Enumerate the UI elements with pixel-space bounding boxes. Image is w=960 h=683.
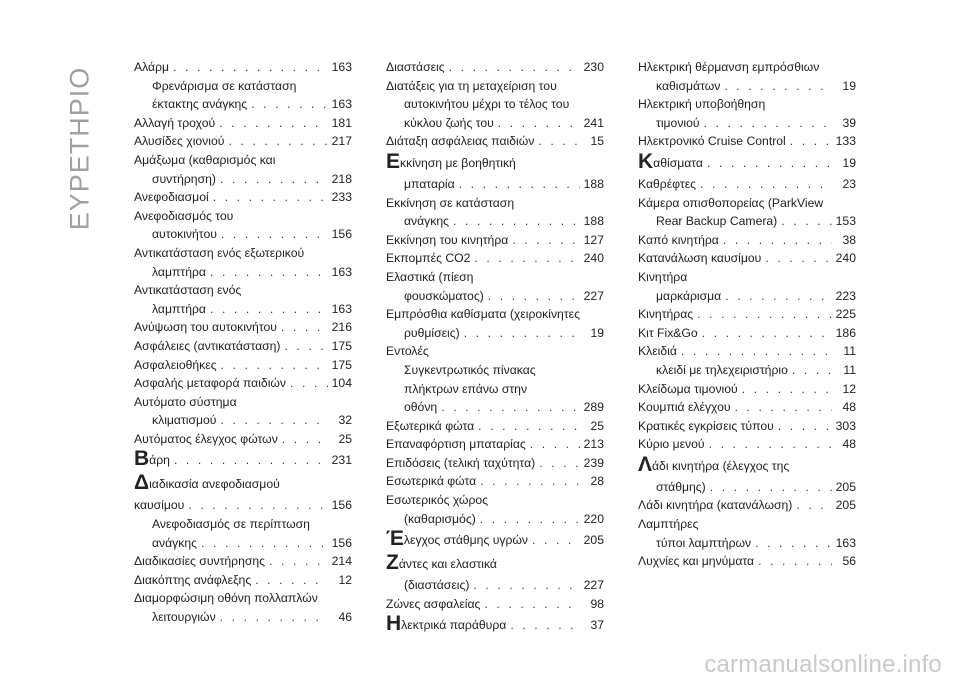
page-number: 227	[583, 288, 604, 303]
leader-dots	[251, 95, 327, 114]
page-number: 153	[835, 214, 856, 229]
entry-text: Καθρέφτες	[638, 176, 697, 191]
page-number: 186	[835, 325, 856, 340]
entry-text: στάθμης)	[656, 479, 706, 494]
page-number: 127	[583, 232, 604, 247]
watermark: carmanualsonline.info	[704, 651, 942, 678]
leader-dots	[530, 435, 580, 454]
entry-text: τιμονιού	[656, 115, 700, 130]
leader-dots	[697, 305, 832, 324]
index-entry	[134, 374, 352, 393]
page-number: 241	[583, 115, 604, 130]
leader-dots	[441, 398, 579, 417]
leader-dots	[758, 552, 832, 571]
section-initial-letter: Κ	[638, 149, 654, 173]
entry-text-rest: άντες και ελαστικά	[398, 557, 497, 572]
page-number: 214	[331, 554, 352, 569]
index-entry	[638, 515, 856, 534]
entry-text: έκτακτης ανάγκης	[152, 97, 248, 112]
leader-dots	[221, 356, 328, 375]
entry-text: λειτουργιών	[152, 610, 216, 625]
page-number: 11	[843, 362, 856, 377]
index-entry	[638, 268, 856, 287]
page-number: 227	[583, 578, 604, 593]
entry-text: Επαναφόρτιση μπαταρίας	[386, 437, 526, 452]
leader-dots	[709, 435, 832, 454]
page-number: 213	[583, 437, 604, 452]
entry-text: ανάγκης	[152, 535, 198, 550]
leader-dots	[188, 496, 327, 515]
entry-text-rest: λεγχος στάθμης υγρών	[403, 533, 528, 548]
entry-text: Εντολές	[386, 344, 429, 359]
page-number: 39	[842, 115, 856, 130]
entry-text: Λαμπτήρες	[638, 517, 699, 532]
page-number: 15	[590, 134, 604, 149]
entry-text: μπαταρία	[404, 176, 455, 191]
entry-text: Αυτόματο σύστημα	[134, 394, 237, 409]
entry-text: μαρκάρισμα	[656, 288, 722, 303]
section-initial-letter: Λ	[638, 452, 653, 476]
leader-dots	[220, 411, 328, 430]
page-number: 156	[331, 535, 352, 550]
section-initial-letter: Δ	[134, 471, 150, 495]
page-number: 46	[338, 610, 352, 625]
entry-text: Ασφαλής μεταφορά παιδιών	[134, 376, 287, 391]
entry-text: Εσωτερικός χώρος	[386, 493, 489, 508]
index-entry	[386, 435, 604, 454]
leader-dots	[210, 300, 328, 319]
leader-dots	[792, 361, 832, 380]
index-side-title-text: ΕΥΡΕΤΗΡΙΟ	[64, 66, 95, 230]
index-entry	[386, 249, 604, 268]
index-entry	[134, 430, 352, 449]
page-number: 223	[835, 288, 856, 303]
page-number: 217	[331, 134, 352, 149]
index-entry	[386, 472, 604, 491]
index-entry	[638, 231, 856, 250]
leader-dots	[707, 151, 832, 175]
index-entry	[386, 194, 604, 231]
index-entry	[386, 595, 604, 614]
section-initial-letter: Ζ	[386, 551, 399, 575]
entry-text: Επιδόσεις (τελική ταχύτητα)	[386, 455, 536, 470]
section-initial-letter: Ε	[386, 149, 401, 173]
index-entry	[134, 151, 352, 188]
section-initial-letter: Έ	[386, 527, 404, 551]
entry-text: Κλείδωμα τιμονιού	[638, 381, 738, 396]
entry-text: Ηλεκτρονικό Cruise Control	[638, 134, 786, 149]
entry-text: Κρατικές εγκρίσεις τύπου	[638, 418, 774, 433]
page-number: 19	[842, 78, 856, 93]
entry-text: Ασφάλειες (αντικατάσταση)	[134, 338, 281, 353]
leader-dots	[281, 318, 328, 337]
index-entry	[638, 287, 856, 306]
page-number: 205	[835, 479, 856, 494]
leader-dots	[173, 58, 328, 77]
entry-text: Συγκεντρωτικός πίνακας	[404, 362, 536, 377]
index-entry	[386, 613, 604, 637]
entry-text	[638, 151, 703, 175]
index-entry	[134, 589, 352, 626]
entry-text: Καπό κινητήρα	[638, 232, 719, 247]
index-entry	[134, 318, 352, 337]
entry-text: (καθαρισμός)	[404, 511, 476, 526]
index-entry	[638, 194, 856, 231]
entry-text-rest: άρη	[149, 453, 170, 468]
index-entry	[134, 114, 352, 133]
entry-text: Αυτόματος έλεγχος φώτων	[134, 431, 278, 446]
entry-text	[386, 528, 528, 552]
page-number: 181	[331, 115, 352, 130]
index-entry	[638, 132, 856, 151]
leader-dots	[213, 188, 328, 207]
leader-dots	[221, 225, 328, 244]
entry-text: Διαμορφώσιμη οθόνη πολλαπλών	[134, 591, 318, 606]
index-entry	[638, 552, 856, 571]
leader-dots	[539, 454, 579, 473]
leader-dots	[464, 324, 580, 343]
leader-dots	[282, 430, 328, 449]
entry-text: Κιτ Fix&Go	[638, 325, 698, 340]
page-number: 225	[835, 307, 856, 322]
page-number: 303	[835, 418, 856, 433]
entry-text-rest: αθίσματα	[653, 155, 703, 170]
index-entry	[386, 305, 604, 342]
entry-text: Διάταξη ασφάλειας παιδιών	[386, 134, 535, 149]
page-number: 240	[583, 251, 604, 266]
index-entry	[386, 268, 604, 305]
index-entry	[638, 324, 856, 343]
page-number: 205	[835, 498, 856, 513]
entry-text-rest: λεκτρικά παράθυρα	[401, 618, 507, 633]
entry-text: οθόνη	[404, 400, 438, 415]
page-number: 175	[331, 338, 352, 353]
index-entry	[386, 454, 604, 473]
index-entry	[134, 244, 352, 281]
leader-dots	[512, 231, 579, 250]
entry-text	[386, 151, 516, 175]
entry-text	[134, 472, 280, 496]
entry-text: αυτοκινήτου	[152, 227, 217, 242]
page-number: 188	[583, 214, 604, 229]
index-entry	[134, 472, 352, 515]
entry-text: Ανύψωση του αυτοκινήτου	[134, 320, 277, 335]
leader-dots	[473, 576, 579, 595]
leader-dots	[220, 170, 328, 189]
index-entry	[638, 534, 856, 553]
index-entry	[134, 393, 352, 430]
entry-text: κλειδί με τηλεχειριστήριο	[656, 362, 788, 377]
leader-dots	[498, 114, 580, 133]
page-number: 220	[583, 511, 604, 526]
entry-text: Κύριο μενού	[638, 437, 705, 452]
leader-dots	[210, 263, 328, 282]
index-entry	[386, 231, 604, 250]
index-entry	[638, 58, 856, 95]
index-entry	[386, 342, 604, 361]
leader-dots	[484, 595, 580, 614]
index-entry	[638, 454, 856, 497]
leader-dots	[702, 324, 832, 343]
leader-dots	[538, 132, 580, 151]
leader-dots	[285, 337, 328, 356]
page-number: 38	[842, 232, 856, 247]
index-entry	[386, 132, 604, 151]
entry-text	[134, 448, 170, 472]
index-entry	[134, 281, 352, 318]
index-entry	[386, 491, 604, 528]
entry-text: Ηλεκτρική θέρμανση εμπρόσθιων	[638, 60, 820, 74]
entry-text: συντήρηση)	[152, 171, 216, 186]
page-number: 233	[331, 190, 352, 205]
entry-text-rest: κκίνηση με βοηθητική	[400, 155, 516, 170]
leader-dots	[269, 552, 328, 571]
page-number: 163	[331, 264, 352, 279]
entry-text: Ζώνες ασφαλείας	[386, 596, 481, 611]
entry-text-rest: άδι κινητήρα (έλεγχος της	[652, 458, 790, 473]
index-entry	[638, 496, 856, 515]
entry-text: Εσωτερικά φώτα	[386, 474, 477, 489]
leader-dots	[480, 472, 580, 491]
index-entry	[134, 132, 352, 151]
entry-text	[386, 552, 497, 576]
index-entry	[638, 380, 856, 399]
section-initial-letter: Β	[134, 447, 150, 471]
leader-dots	[228, 132, 327, 151]
index-entry	[134, 188, 352, 207]
entry-text: Διαστάσεις	[386, 60, 445, 74]
index-entry	[386, 77, 604, 133]
index-side-title	[60, 48, 100, 248]
leader-dots	[778, 417, 832, 436]
page-number: 163	[331, 60, 352, 74]
entry-text: Αλλαγή τροχού	[134, 115, 216, 130]
page-number: 216	[331, 320, 352, 335]
leader-dots	[710, 478, 832, 497]
entry-text: πλήκτρων επάνω στην	[404, 381, 528, 396]
entry-text: τύποι λαμπτήρων	[656, 535, 752, 550]
leader-dots	[781, 212, 831, 231]
index-entry	[638, 398, 856, 417]
index-entry	[386, 552, 604, 595]
index-entry	[638, 417, 856, 436]
page-number: 188	[583, 176, 604, 191]
entry-text: Εκπομπές CO2	[386, 251, 471, 266]
leader-dots	[796, 496, 831, 515]
leader-dots	[474, 249, 579, 268]
entry-text: Ελαστικά (πίεση	[386, 269, 474, 284]
leader-dots	[755, 534, 832, 553]
index-entry	[386, 151, 604, 194]
page-number: 19	[842, 155, 856, 170]
entry-text-rest: ιαδικασία ανεφοδιασμού	[149, 477, 280, 492]
page-number: 156	[331, 498, 352, 513]
entry-text	[386, 613, 506, 637]
leader-dots	[449, 58, 580, 77]
entry-text: Εκκίνηση σε κατάσταση	[386, 195, 515, 210]
page-number: 231	[331, 453, 352, 468]
index-entry	[638, 342, 856, 361]
page-number: 19	[590, 325, 604, 340]
entry-text: Ασφαλειοθήκες	[134, 357, 217, 372]
entry-text: καυσίμου	[134, 498, 185, 513]
entry-text	[638, 454, 789, 478]
index-entry	[134, 571, 352, 590]
entry-text: Λάδι κινητήρα (κατανάλωση)	[638, 498, 793, 513]
entry-text: ρυθμίσεις)	[404, 325, 460, 340]
entry-text: Κινητήρας	[638, 307, 694, 322]
leader-dots	[723, 231, 832, 250]
entry-text: κλιματισμού	[152, 413, 217, 428]
entry-text: Διατάξεις για τη μεταχείριση του	[386, 78, 557, 93]
entry-text: Φρενάρισμα σε κατάσταση	[152, 78, 297, 93]
leader-dots	[174, 448, 328, 472]
page-number: 156	[331, 227, 352, 242]
entry-text: Λυχνίες και μηνύματα	[638, 554, 755, 569]
page-number: 32	[338, 413, 352, 428]
page-number: 25	[590, 418, 604, 433]
page-number: 133	[835, 134, 856, 149]
entry-text: Αλυσίδες χιονιού	[134, 134, 225, 149]
page-number: 205	[583, 533, 604, 548]
entry-text: Κάμερα οπισθοπορείας (ParkView	[638, 195, 824, 210]
page-number: 163	[331, 301, 352, 316]
entry-text: Κλειδιά	[638, 344, 677, 359]
index-entry	[638, 435, 856, 454]
leader-dots	[725, 287, 831, 306]
entry-text: Διαδικασίες συντήρησης	[134, 554, 266, 569]
page-number: 48	[842, 400, 856, 415]
leader-dots	[700, 175, 832, 194]
index-entry	[638, 175, 856, 194]
leader-dots	[790, 132, 832, 151]
leader-dots	[459, 175, 580, 194]
entry-text: φουσκώματος)	[404, 288, 484, 303]
page-number: 37	[590, 618, 604, 633]
index-entry	[638, 361, 856, 380]
page-number: 104	[331, 376, 352, 391]
page-number: 11	[843, 344, 856, 359]
entry-text: Ηλεκτρική υποβοήθηση	[638, 97, 766, 112]
entry-text: Rear Backup Camera)	[656, 214, 778, 229]
leader-dots	[453, 212, 580, 231]
section-initial-letter: Η	[386, 612, 402, 636]
entry-text: Αντικατάσταση ενός εξωτερικού	[134, 245, 305, 260]
entry-text: Εξωτερικά φώτα	[386, 418, 475, 433]
leader-dots	[742, 380, 832, 399]
page-number: 23	[842, 176, 856, 191]
leader-dots	[478, 417, 580, 436]
entry-text: Κινητήρα	[638, 269, 688, 284]
entry-text: λαμπτήρα	[152, 264, 206, 279]
leader-dots	[201, 534, 328, 553]
index-entry	[386, 528, 604, 552]
entry-text: αυτοκινήτου μέχρι το τέλος του	[404, 97, 570, 112]
page-number: 175	[331, 357, 352, 372]
entry-text: Αντικατάσταση ενός	[134, 283, 242, 298]
page-number: 28	[590, 474, 604, 489]
leader-dots	[765, 249, 831, 268]
leader-dots	[488, 287, 580, 306]
index-entry	[134, 337, 352, 356]
leader-dots	[290, 374, 328, 393]
index-entry	[386, 417, 604, 436]
leader-dots	[735, 398, 832, 417]
leader-dots	[255, 571, 328, 590]
page-number: 12	[842, 381, 856, 396]
page-number: 12	[338, 572, 352, 587]
page-number: 289	[583, 400, 604, 415]
entry-text: Εκκίνηση του κινητήρα	[386, 232, 509, 247]
page-number: 163	[331, 97, 352, 112]
entry-text: Ανεφοδιασμός του	[134, 208, 234, 223]
index-entry	[134, 207, 352, 244]
page-number: 240	[835, 251, 856, 266]
index-entry	[134, 58, 352, 77]
index-column-1	[134, 58, 352, 627]
entry-text: (διαστάσεις)	[404, 578, 470, 593]
index-entry	[134, 356, 352, 375]
index-entry	[134, 515, 352, 552]
index-column-3	[638, 58, 856, 571]
entry-text: Ανεφοδιασμός σε περίπτωση	[152, 517, 310, 532]
page-number: 48	[842, 437, 856, 452]
index-entry	[134, 77, 352, 114]
entry-text: λαμπτήρα	[152, 301, 206, 316]
entry-text: Αμάξωμα (καθαρισμός και	[134, 152, 276, 167]
index-entry	[638, 305, 856, 324]
entry-text: καθισμάτων	[656, 78, 721, 93]
page-number: 230	[583, 60, 604, 74]
index-entry	[386, 58, 604, 77]
page-number: 56	[842, 554, 856, 569]
index-entry	[134, 552, 352, 571]
leader-dots	[510, 613, 580, 637]
page-number: 163	[835, 535, 856, 550]
index-entry	[638, 151, 856, 175]
leader-dots	[724, 77, 832, 96]
leader-dots	[220, 608, 328, 627]
page-number: 25	[338, 431, 352, 446]
page-number: 239	[583, 455, 604, 470]
entry-text: Εμπρόσθια καθίσματα (χειροκίνητες	[386, 307, 580, 322]
entry-text: Διακόπτης ανάφλεξης	[134, 572, 252, 587]
index-entry	[638, 249, 856, 268]
entry-text: Κουμπιά ελέγχου	[638, 400, 731, 415]
entry-text: ανάγκης	[404, 214, 450, 229]
entry-text: Αλάρμ	[134, 60, 170, 74]
index-entry	[386, 361, 604, 417]
index-entry	[134, 448, 352, 472]
leader-dots	[219, 114, 328, 133]
index-column-2	[386, 58, 604, 637]
leader-dots	[681, 342, 832, 361]
page-number: 218	[331, 171, 352, 186]
leader-dots	[532, 528, 580, 552]
entry-text: Ανεφοδιασμοί	[134, 190, 209, 205]
entry-text: Κατανάλωση καυσίμου	[638, 251, 762, 266]
page-number: 98	[590, 596, 604, 611]
index-entry	[638, 95, 856, 132]
entry-text: κύκλου ζωής του	[404, 115, 494, 130]
leader-dots	[704, 114, 832, 133]
leader-dots	[480, 510, 580, 529]
